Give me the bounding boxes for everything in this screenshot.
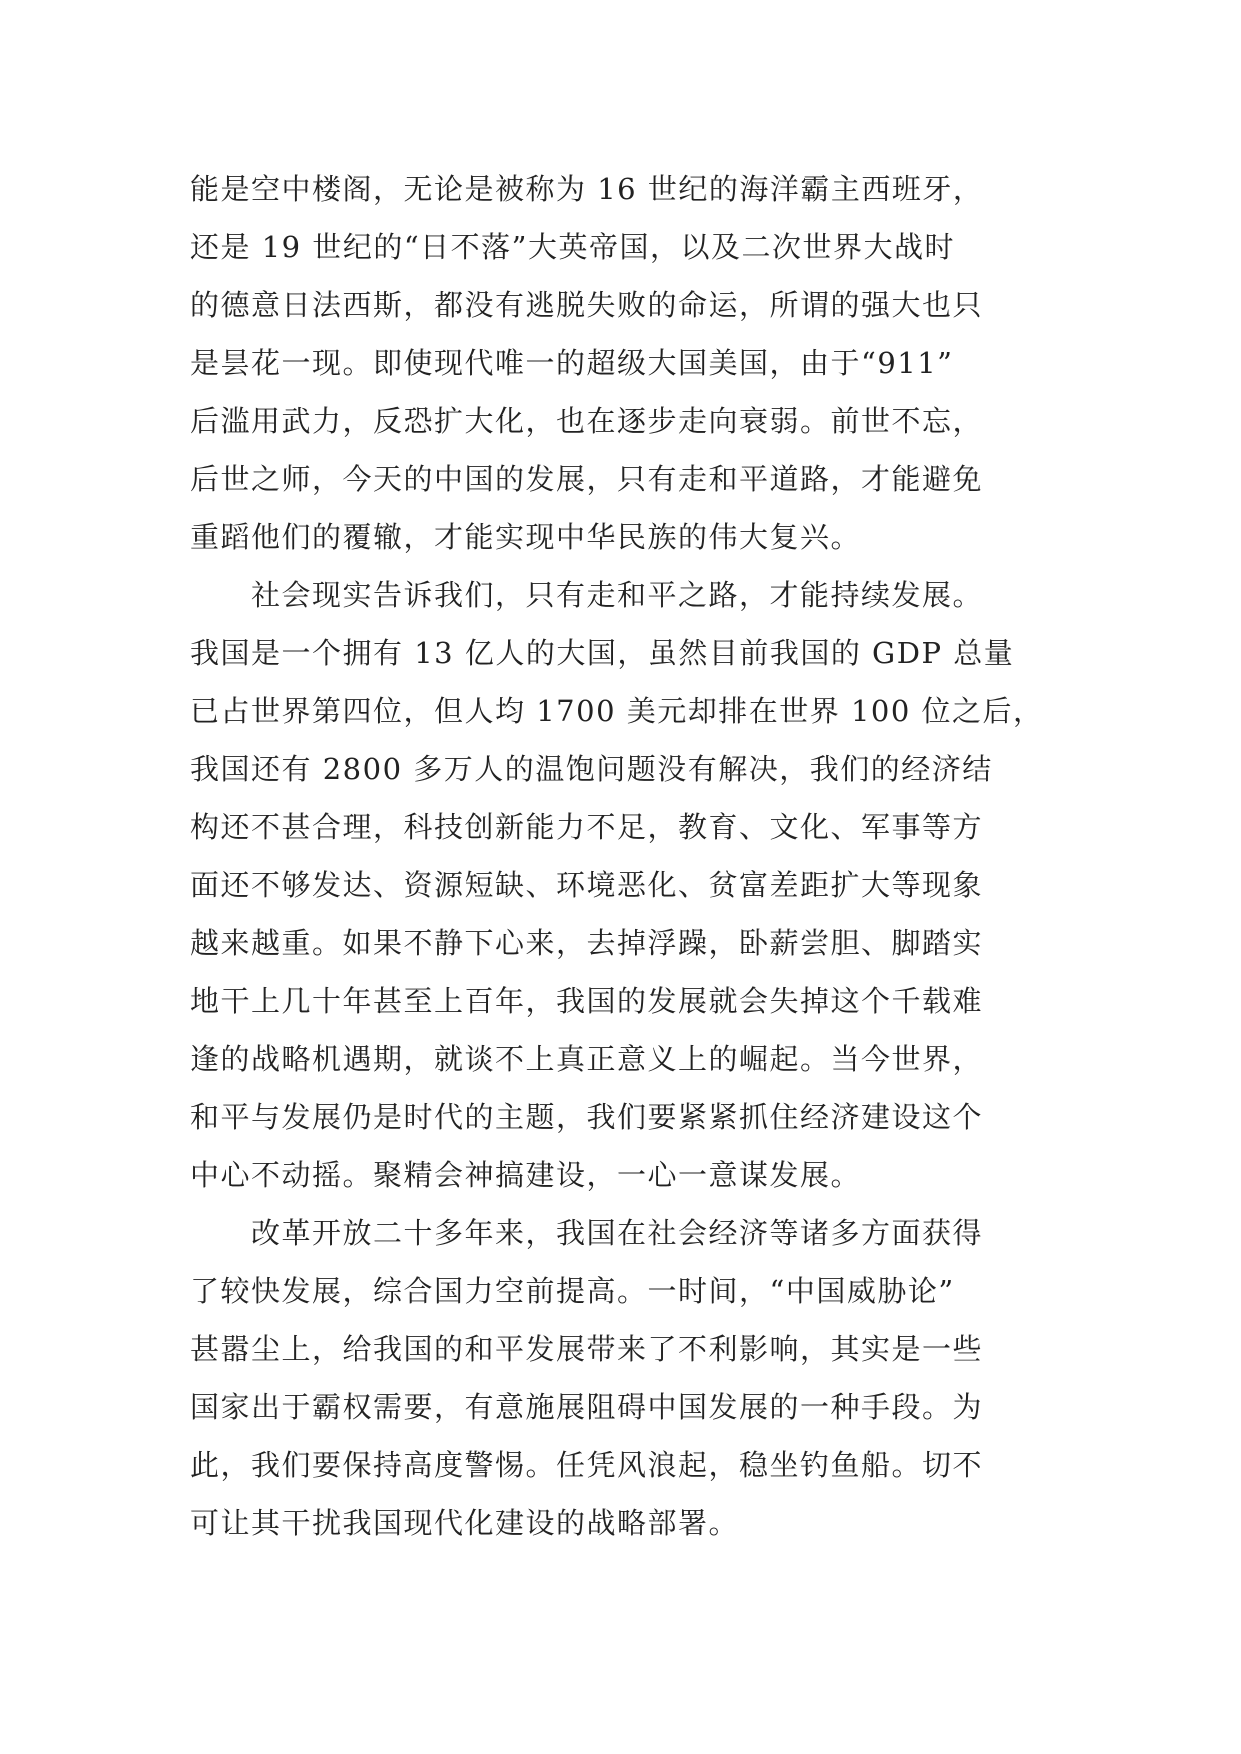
text-line: 还是 19 世纪的“日不落”大英帝国，以及二次世界大战时 — [190, 230, 955, 264]
text-line: 可让其干扰我国现代化建设的战略部署。 — [190, 1506, 740, 1540]
text-line: 我国是一个拥有 13 亿人的大国，虽然目前我国的 GDP 总量 — [190, 636, 1015, 670]
text-line: 甚嚣尘上，给我国的和平发展带来了不利影响，其实是一些 — [190, 1332, 984, 1366]
text-line: 和平与发展仍是时代的主题，我们要紧紧抓住经济建设这个 — [190, 1100, 984, 1134]
text-line: 的德意日法西斯，都没有逃脱失败的命运，所谓的强大也只 — [190, 288, 984, 322]
text-line: 后滥用武力，反恐扩大化，也在逐步走向衰弱。前世不忘， — [190, 404, 984, 438]
text-line: 越来越重。如果不静下心来，去掉浮躁，卧薪尝胆、脚踏实 — [190, 926, 984, 960]
text-line: 逢的战略机遇期，就谈不上真正意义上的崛起。当今世界， — [190, 1042, 984, 1076]
text-line: 构还不甚合理，科技创新能力不足，教育、文化、军事等方 — [190, 810, 984, 844]
text-line: 此，我们要保持高度警惕。任凭风浪起，稳坐钓鱼船。切不 — [190, 1448, 984, 1482]
text-line: 国家出于霸权需要，有意施展阻碍中国发展的一种手段。为 — [190, 1390, 984, 1424]
text-line: 重蹈他们的覆辙，才能实现中华民族的伟大复兴。 — [190, 520, 862, 554]
text-line: 面还不够发达、资源短缺、环境恶化、贫富差距扩大等现象 — [190, 868, 984, 902]
text-line: 是昙花一现。即使现代唯一的超级大国美国，由于“911” — [190, 346, 954, 380]
text-line: 改革开放二十多年来，我国在社会经济等诸多方面获得 — [190, 1216, 984, 1250]
text-line: 我国还有 2800 多万人的温饱问题没有解决，我们的经济结 — [190, 752, 993, 786]
body-text — [190, 160, 1070, 1552]
text-line: 后世之师，今天的中国的发展，只有走和平道路，才能避免 — [190, 462, 984, 496]
text-line: 了较快发展，综合国力空前提高。一时间，“中国威胁论” — [190, 1274, 955, 1308]
text-line: 中心不动摇。聚精会神搞建设，一心一意谋发展。 — [190, 1158, 862, 1192]
text-line: 已占世界第四位，但人均 1700 美元却排在世界 100 位之后， — [190, 694, 1044, 728]
text-line: 社会现实告诉我们，只有走和平之路，才能持续发展。 — [190, 578, 984, 612]
text-line: 能是空中楼阁，无论是被称为 16 世纪的海洋霸主西班牙， — [190, 172, 984, 206]
text-line: 地干上几十年甚至上百年，我国的发展就会失掉这个千载难 — [190, 984, 984, 1018]
